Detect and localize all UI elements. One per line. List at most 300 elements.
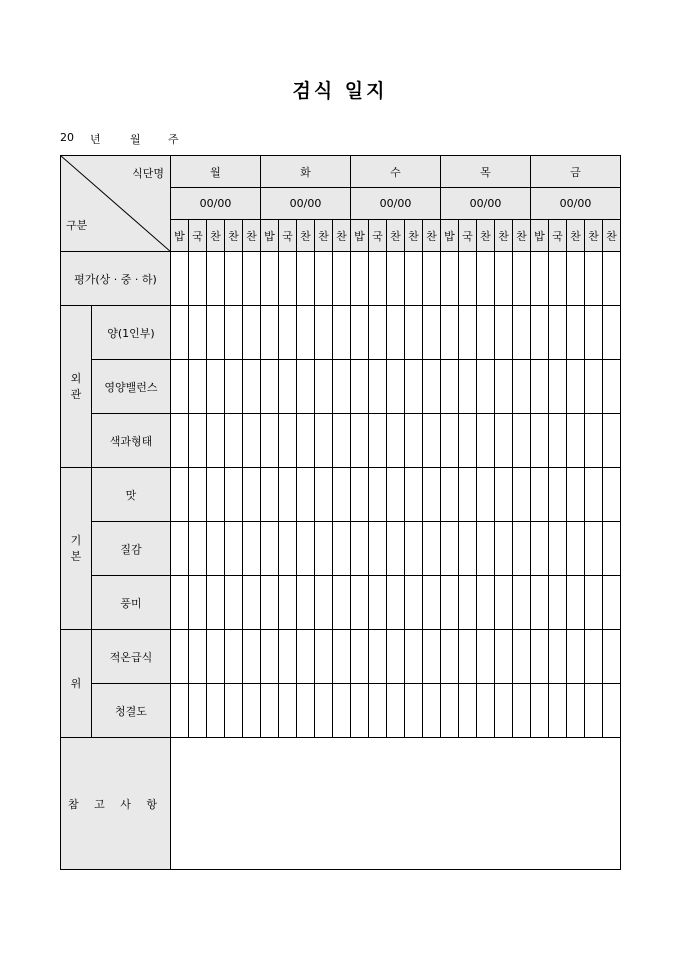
entry-cell[interactable] xyxy=(405,630,423,684)
group-label xyxy=(61,630,92,738)
day-date-cell: 00/00 xyxy=(351,188,441,220)
entry-cell[interactable] xyxy=(603,360,621,414)
entry-cell[interactable] xyxy=(585,684,603,738)
meal-column-cell: 밥 xyxy=(171,220,189,252)
entry-cell[interactable] xyxy=(567,576,585,630)
entry-cell[interactable] xyxy=(405,576,423,630)
entry-cell[interactable] xyxy=(495,630,513,684)
entry-cell[interactable] xyxy=(459,252,477,306)
meal-column-cell: 찬 xyxy=(603,220,621,252)
entry-cell[interactable] xyxy=(477,360,495,414)
meal-column-cell: 찬 xyxy=(513,220,531,252)
meal-column-cell: 찬 xyxy=(333,220,351,252)
item-row xyxy=(61,522,621,576)
entry-cell[interactable] xyxy=(225,630,243,684)
entry-cell[interactable] xyxy=(549,252,567,306)
entry-cell[interactable] xyxy=(477,576,495,630)
entry-cell[interactable] xyxy=(333,306,351,360)
item-label: 적온급식 xyxy=(92,630,171,684)
entry-cell[interactable] xyxy=(243,468,261,522)
meal-column-cell: 찬 xyxy=(405,220,423,252)
entry-cell[interactable] xyxy=(207,468,225,522)
entry-cell[interactable] xyxy=(297,630,315,684)
entry-cell[interactable] xyxy=(567,414,585,468)
entry-cell[interactable] xyxy=(423,684,441,738)
group-label-char: 기 xyxy=(70,533,82,547)
entry-cell[interactable] xyxy=(351,468,369,522)
entry-cell[interactable] xyxy=(585,306,603,360)
entry-cell[interactable] xyxy=(225,252,243,306)
entry-cell[interactable] xyxy=(369,522,387,576)
entry-cell[interactable] xyxy=(441,468,459,522)
entry-cell[interactable] xyxy=(531,414,549,468)
day-name-cell: 금 xyxy=(531,156,621,188)
year-prefix: 20 xyxy=(60,131,74,144)
entry-cell[interactable] xyxy=(531,576,549,630)
entry-cell[interactable] xyxy=(549,684,567,738)
entry-cell[interactable] xyxy=(441,576,459,630)
rating-row xyxy=(61,252,621,306)
day-date-cell: 00/00 xyxy=(261,188,351,220)
item-row xyxy=(61,630,621,684)
entry-cell[interactable] xyxy=(261,576,279,630)
entry-cell[interactable] xyxy=(333,630,351,684)
entry-cell[interactable] xyxy=(567,630,585,684)
header-row-days xyxy=(61,156,621,188)
entry-cell[interactable] xyxy=(549,468,567,522)
entry-cell[interactable] xyxy=(459,468,477,522)
entry-cell[interactable] xyxy=(171,522,189,576)
entry-cell[interactable] xyxy=(405,306,423,360)
entry-cell[interactable] xyxy=(297,576,315,630)
group-label-char: 위 xyxy=(70,676,82,690)
entry-cell[interactable] xyxy=(297,252,315,306)
entry-cell[interactable] xyxy=(387,576,405,630)
entry-cell[interactable] xyxy=(423,468,441,522)
entry-cell[interactable] xyxy=(315,468,333,522)
menu-name-label: 식단명 xyxy=(132,167,164,180)
entry-cell[interactable] xyxy=(477,684,495,738)
day-name-cell: 목 xyxy=(441,156,531,188)
entry-cell[interactable] xyxy=(423,630,441,684)
item-row xyxy=(61,306,621,360)
entry-cell[interactable] xyxy=(189,522,207,576)
entry-cell[interactable] xyxy=(279,630,297,684)
meal-column-cell: 밥 xyxy=(441,220,459,252)
entry-cell[interactable] xyxy=(261,414,279,468)
item-label: 영양밸런스 xyxy=(92,360,171,414)
entry-cell[interactable] xyxy=(189,414,207,468)
entry-cell[interactable] xyxy=(189,468,207,522)
entry-cell[interactable] xyxy=(261,468,279,522)
entry-cell[interactable] xyxy=(243,684,261,738)
entry-cell[interactable] xyxy=(351,252,369,306)
entry-cell[interactable] xyxy=(495,414,513,468)
notes-label: 참 고 사 항 xyxy=(61,738,171,870)
entry-cell[interactable] xyxy=(315,306,333,360)
entry-cell[interactable] xyxy=(513,360,531,414)
entry-cell[interactable] xyxy=(369,360,387,414)
entry-cell[interactable] xyxy=(297,306,315,360)
entry-cell[interactable] xyxy=(459,630,477,684)
meal-column-cell: 밥 xyxy=(261,220,279,252)
year-unit: 년 xyxy=(90,133,101,146)
entry-cell[interactable] xyxy=(531,684,549,738)
entry-cell[interactable] xyxy=(441,522,459,576)
entry-cell[interactable] xyxy=(441,630,459,684)
entry-cell[interactable] xyxy=(261,522,279,576)
entry-cell[interactable] xyxy=(279,468,297,522)
entry-cell[interactable] xyxy=(441,252,459,306)
entry-cell[interactable] xyxy=(423,522,441,576)
entry-cell[interactable] xyxy=(333,252,351,306)
group-label xyxy=(61,468,92,630)
meal-column-cell: 찬 xyxy=(225,220,243,252)
entry-cell[interactable] xyxy=(567,522,585,576)
entry-cell[interactable] xyxy=(531,306,549,360)
entry-cell[interactable] xyxy=(513,468,531,522)
entry-cell[interactable] xyxy=(549,414,567,468)
entry-cell[interactable] xyxy=(423,414,441,468)
entry-cell[interactable] xyxy=(171,252,189,306)
entry-cell[interactable] xyxy=(279,576,297,630)
group-label-char: 외 xyxy=(70,371,82,385)
entry-cell[interactable] xyxy=(477,252,495,306)
entry-cell[interactable] xyxy=(279,414,297,468)
entry-cell[interactable] xyxy=(369,414,387,468)
entry-cell[interactable] xyxy=(531,360,549,414)
meal-column-cell: 찬 xyxy=(495,220,513,252)
entry-cell[interactable] xyxy=(243,630,261,684)
rating-label: 평가(상 · 중 · 하) xyxy=(61,252,171,306)
page-title: 검식 일지 xyxy=(292,80,388,102)
entry-cell[interactable] xyxy=(567,468,585,522)
entry-cell[interactable] xyxy=(549,522,567,576)
entry-cell[interactable] xyxy=(603,252,621,306)
meal-column-cell: 찬 xyxy=(315,220,333,252)
entry-cell[interactable] xyxy=(387,414,405,468)
entry-cell[interactable] xyxy=(585,630,603,684)
entry-cell[interactable] xyxy=(297,360,315,414)
entry-cell[interactable] xyxy=(333,684,351,738)
meal-column-cell: 국 xyxy=(279,220,297,252)
meal-column-cell: 찬 xyxy=(207,220,225,252)
entry-cell[interactable] xyxy=(405,360,423,414)
entry-cell[interactable] xyxy=(603,684,621,738)
meal-column-cell: 찬 xyxy=(567,220,585,252)
entry-cell[interactable] xyxy=(531,252,549,306)
month-unit: 월 xyxy=(130,133,141,146)
entry-cell[interactable] xyxy=(585,252,603,306)
entry-cell[interactable] xyxy=(297,414,315,468)
entry-cell[interactable] xyxy=(315,252,333,306)
entry-cell[interactable] xyxy=(171,360,189,414)
entry-cell[interactable] xyxy=(405,252,423,306)
day-date-cell: 00/00 xyxy=(171,188,261,220)
meal-column-cell: 국 xyxy=(369,220,387,252)
entry-cell[interactable] xyxy=(243,576,261,630)
entry-cell[interactable] xyxy=(495,468,513,522)
entry-cell[interactable] xyxy=(225,414,243,468)
entry-cell[interactable] xyxy=(351,630,369,684)
entry-cell[interactable] xyxy=(495,684,513,738)
entry-cell[interactable] xyxy=(459,576,477,630)
entry-cell[interactable] xyxy=(387,522,405,576)
header-diagonal-cell xyxy=(61,156,171,252)
entry-cell[interactable] xyxy=(405,414,423,468)
entry-cell[interactable] xyxy=(513,630,531,684)
entry-cell[interactable] xyxy=(225,522,243,576)
entry-cell[interactable] xyxy=(351,684,369,738)
entry-cell[interactable] xyxy=(261,306,279,360)
entry-cell[interactable] xyxy=(513,306,531,360)
entry-cell[interactable] xyxy=(441,360,459,414)
entry-cell[interactable] xyxy=(477,522,495,576)
entry-cell[interactable] xyxy=(279,684,297,738)
day-date-cell: 00/00 xyxy=(531,188,621,220)
entry-cell[interactable] xyxy=(315,414,333,468)
entry-cell[interactable] xyxy=(189,684,207,738)
week-unit: 주 xyxy=(168,133,179,146)
entry-cell[interactable] xyxy=(297,684,315,738)
entry-cell[interactable] xyxy=(585,522,603,576)
entry-cell[interactable] xyxy=(585,360,603,414)
entry-cell[interactable] xyxy=(279,252,297,306)
entry-cell[interactable] xyxy=(243,522,261,576)
entry-cell[interactable] xyxy=(207,360,225,414)
entry-cell[interactable] xyxy=(171,468,189,522)
entry-cell[interactable] xyxy=(585,576,603,630)
entry-cell[interactable] xyxy=(549,306,567,360)
entry-cell[interactable] xyxy=(225,468,243,522)
entry-cell[interactable] xyxy=(243,252,261,306)
meal-column-cell: 찬 xyxy=(477,220,495,252)
entry-cell[interactable] xyxy=(423,252,441,306)
entry-cell[interactable] xyxy=(477,630,495,684)
entry-cell[interactable] xyxy=(333,360,351,414)
entry-cell[interactable] xyxy=(351,414,369,468)
entry-cell[interactable] xyxy=(495,360,513,414)
entry-cell[interactable] xyxy=(603,576,621,630)
entry-cell[interactable] xyxy=(225,684,243,738)
entry-cell[interactable] xyxy=(603,306,621,360)
meal-column-cell: 찬 xyxy=(297,220,315,252)
entry-cell[interactable] xyxy=(171,414,189,468)
day-name-cell: 월 xyxy=(171,156,261,188)
entry-cell[interactable] xyxy=(279,360,297,414)
entry-cell[interactable] xyxy=(387,360,405,414)
entry-cell[interactable] xyxy=(369,684,387,738)
meal-column-cell: 찬 xyxy=(387,220,405,252)
item-row xyxy=(61,360,621,414)
entry-cell[interactable] xyxy=(171,684,189,738)
entry-cell[interactable] xyxy=(207,630,225,684)
entry-cell[interactable] xyxy=(567,252,585,306)
entry-cell[interactable] xyxy=(405,522,423,576)
meal-column-cell: 국 xyxy=(189,220,207,252)
entry-cell[interactable] xyxy=(225,576,243,630)
entry-cell[interactable] xyxy=(243,306,261,360)
entry-cell[interactable] xyxy=(207,306,225,360)
entry-cell[interactable] xyxy=(207,576,225,630)
entry-cell[interactable] xyxy=(387,306,405,360)
entry-cell[interactable] xyxy=(189,576,207,630)
entry-cell[interactable] xyxy=(477,414,495,468)
entry-cell[interactable] xyxy=(351,576,369,630)
day-name-cell: 수 xyxy=(351,156,441,188)
item-label: 맛 xyxy=(92,468,171,522)
entry-cell[interactable] xyxy=(171,630,189,684)
entry-cell[interactable] xyxy=(333,522,351,576)
meal-column-cell: 국 xyxy=(549,220,567,252)
category-label: 구분 xyxy=(66,219,88,232)
entry-cell[interactable] xyxy=(549,630,567,684)
entry-cell[interactable] xyxy=(585,414,603,468)
entry-cell[interactable] xyxy=(495,252,513,306)
entry-cell[interactable] xyxy=(369,252,387,306)
item-label: 질감 xyxy=(92,522,171,576)
entry-cell[interactable] xyxy=(207,522,225,576)
entry-cell[interactable] xyxy=(315,522,333,576)
entry-cell[interactable] xyxy=(531,468,549,522)
item-label: 양(1인부) xyxy=(92,306,171,360)
entry-cell[interactable] xyxy=(279,522,297,576)
notes-area[interactable] xyxy=(171,738,621,870)
item-row xyxy=(61,684,621,738)
entry-cell[interactable] xyxy=(261,360,279,414)
entry-cell[interactable] xyxy=(513,684,531,738)
item-label: 색과형태 xyxy=(92,414,171,468)
entry-cell[interactable] xyxy=(171,576,189,630)
entry-cell[interactable] xyxy=(459,414,477,468)
entry-cell[interactable] xyxy=(369,576,387,630)
entry-cell[interactable] xyxy=(567,360,585,414)
week-line xyxy=(60,131,188,147)
entry-cell[interactable] xyxy=(405,468,423,522)
entry-cell[interactable] xyxy=(603,414,621,468)
day-date-cell: 00/00 xyxy=(441,188,531,220)
entry-cell[interactable] xyxy=(567,684,585,738)
entry-cell[interactable] xyxy=(567,306,585,360)
inspection-table xyxy=(60,155,621,870)
entry-cell[interactable] xyxy=(297,522,315,576)
meal-column-cell: 찬 xyxy=(243,220,261,252)
entry-cell[interactable] xyxy=(243,360,261,414)
entry-cell[interactable] xyxy=(441,306,459,360)
item-row xyxy=(61,576,621,630)
entry-cell[interactable] xyxy=(459,306,477,360)
entry-cell[interactable] xyxy=(333,414,351,468)
entry-cell[interactable] xyxy=(333,468,351,522)
group-label-char: 관 xyxy=(70,387,82,401)
entry-cell[interactable] xyxy=(603,630,621,684)
entry-cell[interactable] xyxy=(315,360,333,414)
entry-cell[interactable] xyxy=(189,630,207,684)
meal-column-cell: 찬 xyxy=(423,220,441,252)
meal-column-cell: 국 xyxy=(459,220,477,252)
entry-cell[interactable] xyxy=(225,360,243,414)
entry-cell[interactable] xyxy=(513,576,531,630)
notes-row xyxy=(61,738,621,870)
entry-cell[interactable] xyxy=(549,576,567,630)
item-row xyxy=(61,468,621,522)
entry-cell[interactable] xyxy=(441,414,459,468)
entry-cell[interactable] xyxy=(459,522,477,576)
entry-cell[interactable] xyxy=(261,252,279,306)
entry-cell[interactable] xyxy=(549,360,567,414)
entry-cell[interactable] xyxy=(423,576,441,630)
entry-cell[interactable] xyxy=(387,684,405,738)
entry-cell[interactable] xyxy=(207,684,225,738)
entry-cell[interactable] xyxy=(513,522,531,576)
entry-cell[interactable] xyxy=(207,414,225,468)
entry-cell[interactable] xyxy=(189,306,207,360)
meal-column-cell: 찬 xyxy=(585,220,603,252)
day-name-cell: 화 xyxy=(261,156,351,188)
entry-cell[interactable] xyxy=(459,684,477,738)
entry-cell[interactable] xyxy=(189,360,207,414)
entry-cell[interactable] xyxy=(531,630,549,684)
entry-cell[interactable] xyxy=(513,414,531,468)
entry-cell[interactable] xyxy=(351,522,369,576)
entry-cell[interactable] xyxy=(189,252,207,306)
entry-cell[interactable] xyxy=(369,306,387,360)
entry-cell[interactable] xyxy=(171,306,189,360)
entry-cell[interactable] xyxy=(261,684,279,738)
entry-cell[interactable] xyxy=(495,522,513,576)
entry-cell[interactable] xyxy=(279,306,297,360)
entry-cell[interactable] xyxy=(513,252,531,306)
group-label xyxy=(61,306,92,468)
entry-cell[interactable] xyxy=(261,630,279,684)
entry-cell[interactable] xyxy=(495,576,513,630)
entry-cell[interactable] xyxy=(387,468,405,522)
entry-cell[interactable] xyxy=(243,414,261,468)
entry-cell[interactable] xyxy=(531,522,549,576)
meal-column-cell: 밥 xyxy=(351,220,369,252)
entry-cell[interactable] xyxy=(477,306,495,360)
entry-cell[interactable] xyxy=(225,306,243,360)
entry-cell[interactable] xyxy=(207,252,225,306)
entry-cell[interactable] xyxy=(369,468,387,522)
item-row xyxy=(61,414,621,468)
entry-cell[interactable] xyxy=(387,630,405,684)
entry-cell[interactable] xyxy=(495,306,513,360)
entry-cell[interactable] xyxy=(297,468,315,522)
entry-cell[interactable] xyxy=(351,306,369,360)
entry-cell[interactable] xyxy=(315,630,333,684)
entry-cell[interactable] xyxy=(441,684,459,738)
entry-cell[interactable] xyxy=(423,306,441,360)
entry-cell[interactable] xyxy=(369,630,387,684)
item-label: 청결도 xyxy=(92,684,171,738)
entry-cell[interactable] xyxy=(603,522,621,576)
entry-cell[interactable] xyxy=(315,684,333,738)
item-label: 풍미 xyxy=(92,576,171,630)
entry-cell[interactable] xyxy=(477,468,495,522)
entry-cell[interactable] xyxy=(387,252,405,306)
meal-column-cell: 밥 xyxy=(531,220,549,252)
entry-cell[interactable] xyxy=(405,684,423,738)
entry-cell[interactable] xyxy=(603,468,621,522)
entry-cell[interactable] xyxy=(351,360,369,414)
entry-cell[interactable] xyxy=(585,468,603,522)
group-label-char: 본 xyxy=(70,549,82,563)
entry-cell[interactable] xyxy=(333,576,351,630)
entry-cell[interactable] xyxy=(315,576,333,630)
entry-cell[interactable] xyxy=(423,360,441,414)
entry-cell[interactable] xyxy=(459,360,477,414)
